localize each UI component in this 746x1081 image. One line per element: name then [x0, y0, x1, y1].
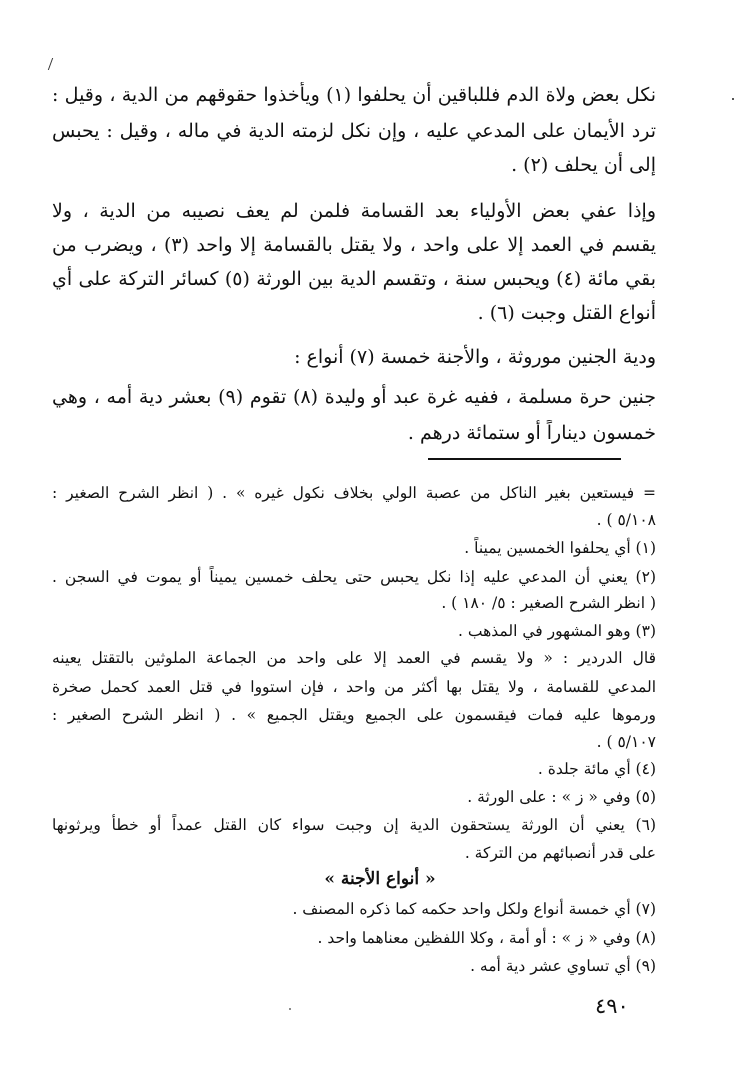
- margin-speck: [732, 98, 734, 100]
- footnote-line-14: على قدر أنصبائهم من التركة .: [464, 844, 656, 862]
- footnote-line-2: ٥/١٠٨ ) .: [596, 511, 656, 529]
- main-line-2: ترد الأيمان على المدعي عليه ، وإن نكل لزمته الدية في ماله ، وقيل : يحبس: [52, 120, 656, 142]
- footnote-line-12: (٥) وفي « ز » : على الورثة .: [467, 788, 656, 806]
- footnote-line-4: (٢) يعني أن المدعي عليه إذا نكل يحبس حتى يحلف خمسين يميناً أو يموت في السجن .: [52, 568, 656, 586]
- main-line-4: وإذا عفي بعض الأولياء بعد القسامة فلمن لم يعف نصيبه من الدية ، ولا: [52, 200, 656, 222]
- main-line-3: إلى أن يحلف (٢) .: [511, 154, 656, 176]
- footnote-line-10: ٥/١٠٧ ) .: [596, 733, 656, 751]
- footnote-line-15: (٧) أي خمسة أنواع ولكل واحد حكمه كما ذكره المصنف .: [292, 900, 656, 918]
- section-heading: « أنواع الأجنة »: [324, 869, 436, 889]
- footnote-line-16: (٨) وفي « ز » : أو أمة ، وكلا اللفظين معناهما واحد .: [317, 929, 656, 947]
- main-line-10: خمسون ديناراً أو ستمائة درهم .: [407, 422, 656, 444]
- main-line-7: أنواع القتل وجبت (٦) .: [477, 302, 656, 324]
- footnote-line-8: المدعي للقسامة ، ولا يقتل بها أكثر من واحد ، فإن استووا في قتل العمد كحمل صخرة: [52, 678, 656, 696]
- footnote-line-11: (٤) أي مائة جلدة .: [537, 760, 656, 778]
- footnote-line-3: (١) أي يحلفوا الخمسين يميناً .: [464, 539, 656, 557]
- speck: [289, 1008, 291, 1010]
- footnote-line-6: (٣) وهو المشهور في المذهب .: [458, 622, 656, 640]
- main-line-8: ودية الجنين موروثة ، والأجنة خمسة (٧) أنواع :: [294, 346, 656, 368]
- margin-mark: [48, 58, 57, 70]
- footnote-line-9: ورموها عليه فمات فيقسمون على الجميع ويقتل الجميع » . ( انظر الشرح الصغير :: [52, 706, 656, 724]
- main-line-9: جنين حرة مسلمة ، ففيه غرة عبد أو وليدة (٨) تقوم (٩) بعشر دية أمه ، وهي: [52, 386, 656, 408]
- footnote-separator: [428, 458, 621, 460]
- footnote-line-7: قال الدردير : « ولا يقسم في العمد إلا على واحد من الجماعة الملوثين بالتقتل يعينه: [52, 649, 656, 667]
- page-number: ٤٩٠: [595, 994, 629, 1018]
- main-line-6: بقي مائة (٤) ويحبس سنة ، وتقسم الدية بين الورثة (٥) كسائر التركة على أي: [52, 268, 656, 290]
- footnote-line-13: (٦) يعني أن الورثة يستحقون الدية إن وجبت سواء كان القتل عمداً أو خطأ ويرثونها: [52, 816, 656, 834]
- footnote-line-5: ( انظر الشرح الصغير : ٥/ ١٨٠ ) .: [441, 594, 656, 612]
- footnote-line-1: = فيستعين بغير الناكل من عصبة الولي بخلاف نكول غيره » . ( انظر الشرح الصغير :: [52, 484, 656, 502]
- footnote-line-17: (٩) أي تساوي عشر دية أمه .: [470, 957, 656, 975]
- main-line-1: نكل بعض ولاة الدم فللباقين أن يحلفوا (١) ويأخذوا حقوقهم من الدية ، وقيل :: [52, 84, 656, 106]
- main-line-5: يقسم في العمد إلا على واحد ، ولا يقتل بالقسامة إلا واحد (٣) ، ويضرب من: [52, 234, 656, 256]
